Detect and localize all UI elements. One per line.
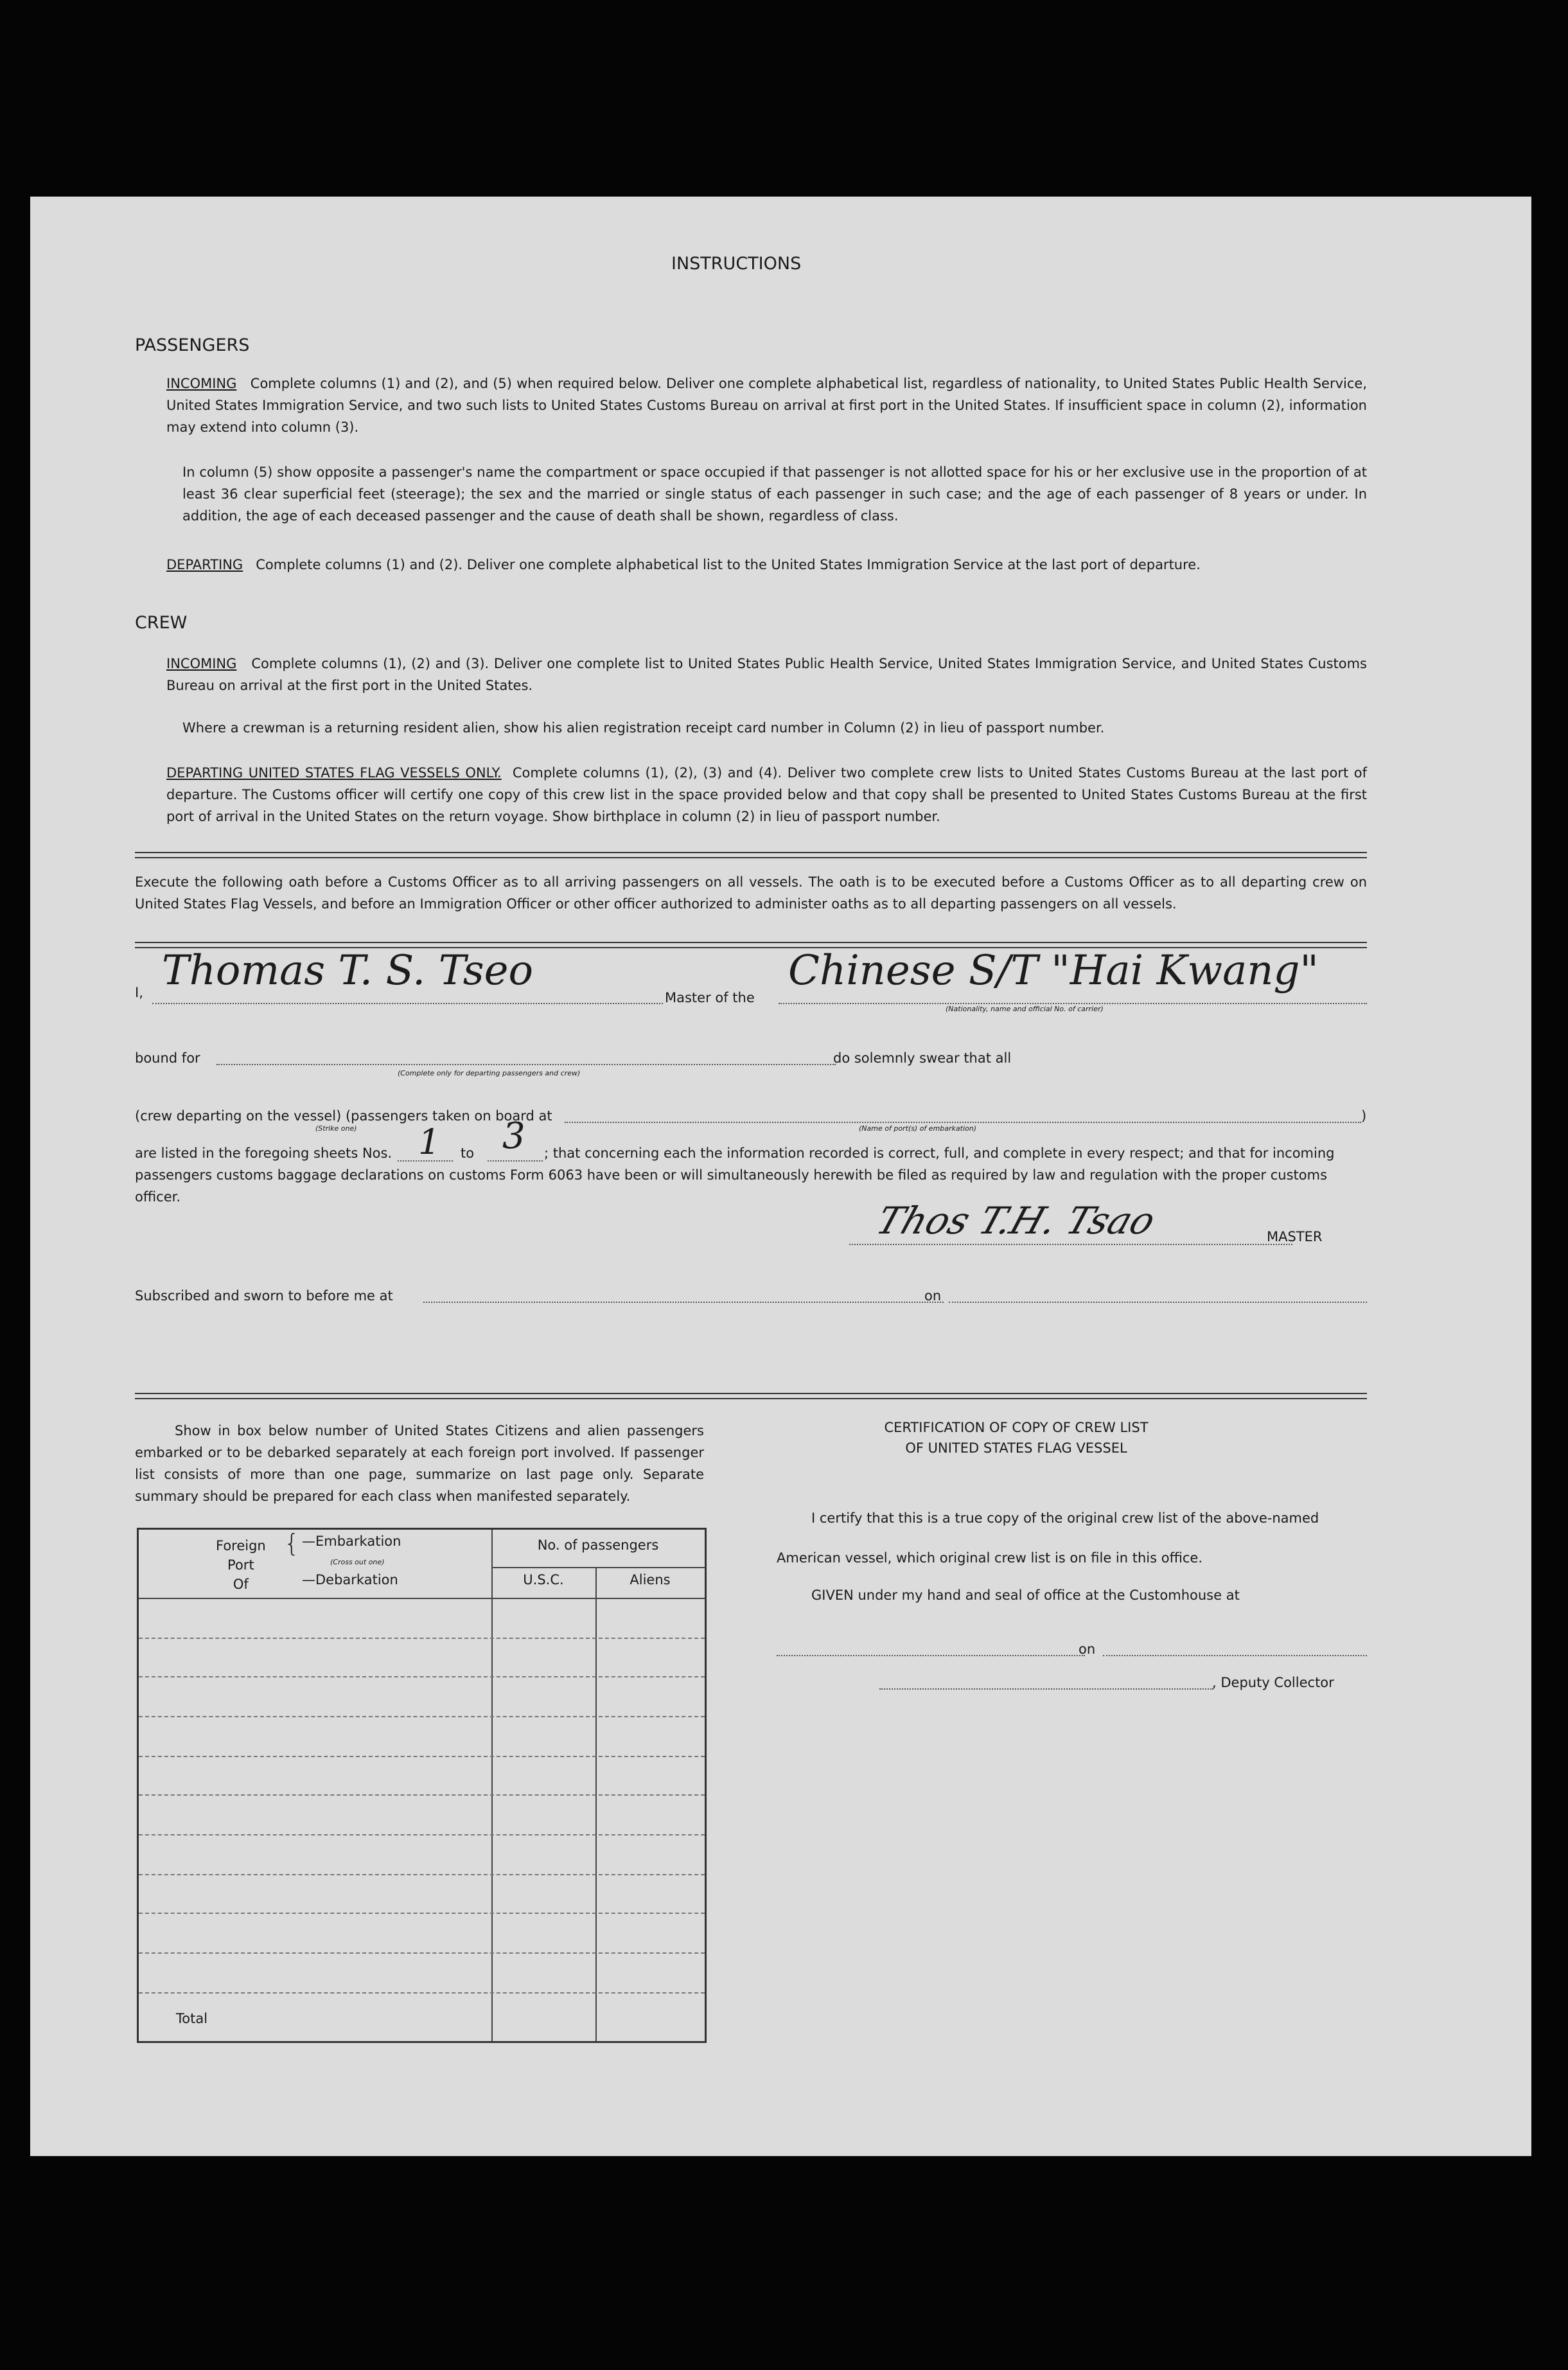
sheet-to-line	[488, 1160, 543, 1162]
given-text: GIVEN under my hand and seal of office at the Customhouse at	[811, 1587, 1240, 1603]
table-row-rule	[139, 1794, 705, 1796]
table-row-rule	[139, 1952, 705, 1954]
master-name-line	[152, 1003, 663, 1004]
bound-for-caption: (Complete only for departing passengers and crew)	[398, 1069, 581, 1077]
crew-resident-text: Where a crewman is a returning resident alien, show his alien registration receipt card number in Column (2) in lieu of passport number.	[182, 720, 1105, 736]
table-divider-port	[491, 1530, 493, 2041]
vessel-line	[779, 1003, 1367, 1004]
ports-line	[565, 1122, 1361, 1123]
debarkation-label: —Debarkation	[302, 1572, 398, 1587]
passengers-departing-paragraph	[166, 554, 1201, 576]
crew-departing-text: Complete columns (1), (2), (3) and (4). Deliver two complete crew lists to United States Customs Bureau at the last port of departure. The Customs officer will certify one copy of this crew list in the space provided below and that copy shall be presented to United States Customs Bureau at the first port of arrival in the United States on the return voyage. Show birthplace in column (2) in lieu of passport number.	[166, 765, 1367, 824]
of-label: Of	[233, 1577, 249, 1592]
swear-label: do solemnly swear that all	[833, 1050, 1012, 1066]
foreign-label: Foreign	[216, 1538, 266, 1553]
crew-incoming-text: Complete columns (1), (2) and (3). Deliver one complete list to United States Public Health Service, United States Immigration Service, and United States Customs Bureau on arrival at the first port in the United States.	[166, 656, 1367, 693]
listed-rest: ; that concerning each the information recorded is correct, full, and complete in every respect; and that for incoming	[544, 1145, 1335, 1161]
master-name-handwritten: Thomas T. S. Tseo	[162, 947, 533, 995]
aliens-header: Aliens	[630, 1572, 671, 1587]
sheet-from-handwritten: 1	[418, 1122, 441, 1162]
table-subheader-rule	[491, 1567, 705, 1568]
master-of-label: Master of the	[665, 990, 755, 1005]
table-row-rule	[139, 1874, 705, 1875]
table-row-rule	[139, 1638, 705, 1639]
to-label: to	[461, 1145, 475, 1161]
listed-label: are listed in the foregoing sheets Nos.	[135, 1145, 392, 1161]
table-row-rule	[139, 1834, 705, 1835]
vessel-handwritten: Chinese S/T "Hai Kwang"	[788, 947, 1319, 995]
deputy-collector-line	[879, 1688, 1213, 1690]
certification-date-line	[1103, 1655, 1367, 1656]
foreign-port-label	[216, 1536, 266, 1594]
strike-caption: (Strike one)	[315, 1124, 357, 1133]
subscribed-place-line	[423, 1302, 944, 1303]
baggage-line: passengers customs baggage declarations on customs Form 6063 have been or will simultaneously herewith be filed as required by law and regulation with the proper customs	[135, 1167, 1328, 1183]
table-header-rule	[139, 1598, 705, 1599]
passengers-departing-text: Complete columns (1) and (2). Deliver one complete alphabetical list to the United States Immigration Service at the last port of departure.	[256, 557, 1201, 572]
crew-departing-label: DEPARTING UNITED STATES FLAG VESSELS ONLY.	[166, 765, 502, 781]
passengers-incoming-label: INCOMING	[166, 376, 237, 391]
port-label: Port	[227, 1557, 254, 1573]
certification-on-label: on	[1079, 1641, 1096, 1657]
american-vessel-text: American vessel, which original crew list is on file in this office.	[777, 1550, 1203, 1566]
table-row-rule	[139, 1756, 705, 1757]
vessel-caption: (Nationality, name and official No. of carrier)	[946, 1005, 1104, 1013]
certify-text: I certify that this is a true copy of the original crew list of the above-named	[811, 1510, 1319, 1526]
form-page	[30, 197, 1531, 2156]
signature-line	[849, 1244, 1292, 1245]
brace-icon: {	[284, 1529, 300, 1557]
crew-incoming-label: INCOMING	[166, 656, 237, 671]
certification-title-1: CERTIFICATION OF COPY OF CREW LIST	[884, 1420, 1149, 1435]
subscribed-date-line	[949, 1302, 1367, 1303]
ports-caption: (Name of port(s) of embarkation)	[859, 1124, 976, 1133]
certification-title-2: OF UNITED STATES FLAG VESSEL	[905, 1440, 1127, 1456]
passengers-departing-label: DEPARTING	[166, 557, 243, 572]
close-paren: )	[1361, 1108, 1367, 1124]
table-row-rule	[139, 1992, 705, 1994]
bound-for-line	[216, 1064, 836, 1065]
embarkation-label: —Embarkation	[302, 1534, 401, 1549]
crew-departing-label: (crew departing on the vessel) (passengers taken on board at	[135, 1108, 552, 1124]
oath-i-label: I,	[135, 985, 143, 1000]
oath-intro: Execute the following oath before a Customs Officer as to all arriving passengers on all vessels. The oath is to be executed before a Customs Officer as to all departing crew on United States Flag Vessels, and before an Immigration Officer or other officer authorized to administer oaths as to all departing passengers on all vessels.	[135, 874, 1367, 912]
total-label: Total	[176, 2011, 208, 2026]
customhouse-line	[777, 1655, 1085, 1656]
passengers-header: No. of passengers	[537, 1537, 659, 1553]
subscribed-on-label: on	[924, 1288, 942, 1304]
subscribed-label: Subscribed and sworn to before me at	[135, 1288, 393, 1304]
summary-instructions: Show in box below number of United States Citizens and alien passengers embarked or to be debarked separately at each foreign port involved. If passenger list consists of more than one page, summarize on last page only. Separate summary should be prepared for each class when manifested separately.	[135, 1423, 704, 1504]
crew-incoming-paragraph	[166, 653, 1367, 696]
passengers-incoming-paragraph	[166, 373, 1367, 438]
officer-line: officer.	[135, 1189, 181, 1205]
crew-departing-paragraph	[166, 762, 1367, 827]
passengers-heading: PASSENGERS	[135, 335, 250, 355]
page-title: INSTRUCTIONS	[671, 254, 802, 274]
master-label: MASTER	[1267, 1229, 1323, 1244]
bound-for-label: bound for	[135, 1050, 200, 1066]
table-row-rule	[139, 1716, 705, 1717]
passenger-summary-table	[137, 1528, 707, 2043]
sheet-to-handwritten: 3	[502, 1115, 525, 1157]
crew-heading: CREW	[135, 613, 188, 633]
cross-out-label: (Cross out one)	[330, 1558, 385, 1566]
usc-header: U.S.C.	[523, 1572, 564, 1587]
master-signature: Thos T.H. Tsao	[870, 1199, 1161, 1242]
table-row-rule	[139, 1676, 705, 1677]
divider-3	[135, 1393, 1367, 1399]
table-row-rule	[139, 1913, 705, 1914]
divider-1	[135, 852, 1367, 858]
deputy-collector-label: , Deputy Collector	[1212, 1675, 1334, 1690]
passengers-column5-paragraph: In column (5) show opposite a passenger's name the compartment or space occupied if that passenger is not allotted space for his or her exclusive use in the proportion of at least 36 clear superficial feet (steerage); the sex and the married or single status of each passenger in such case; and the age of each passenger of 8 years or under. In addition, the age of each deceased passenger and the cause of death shall be shown, regardless of class.	[182, 464, 1367, 524]
passengers-incoming-text: Complete columns (1) and (2), and (5) when required below. Deliver one complete alphabetical list, regardless of nationality, to United States Public Health Service, United States Immigration Service, and two such lists to United States Customs Bureau on arrival at first port in the United States. If insufficient space in column (2), information may extend into column (3).	[166, 376, 1367, 435]
